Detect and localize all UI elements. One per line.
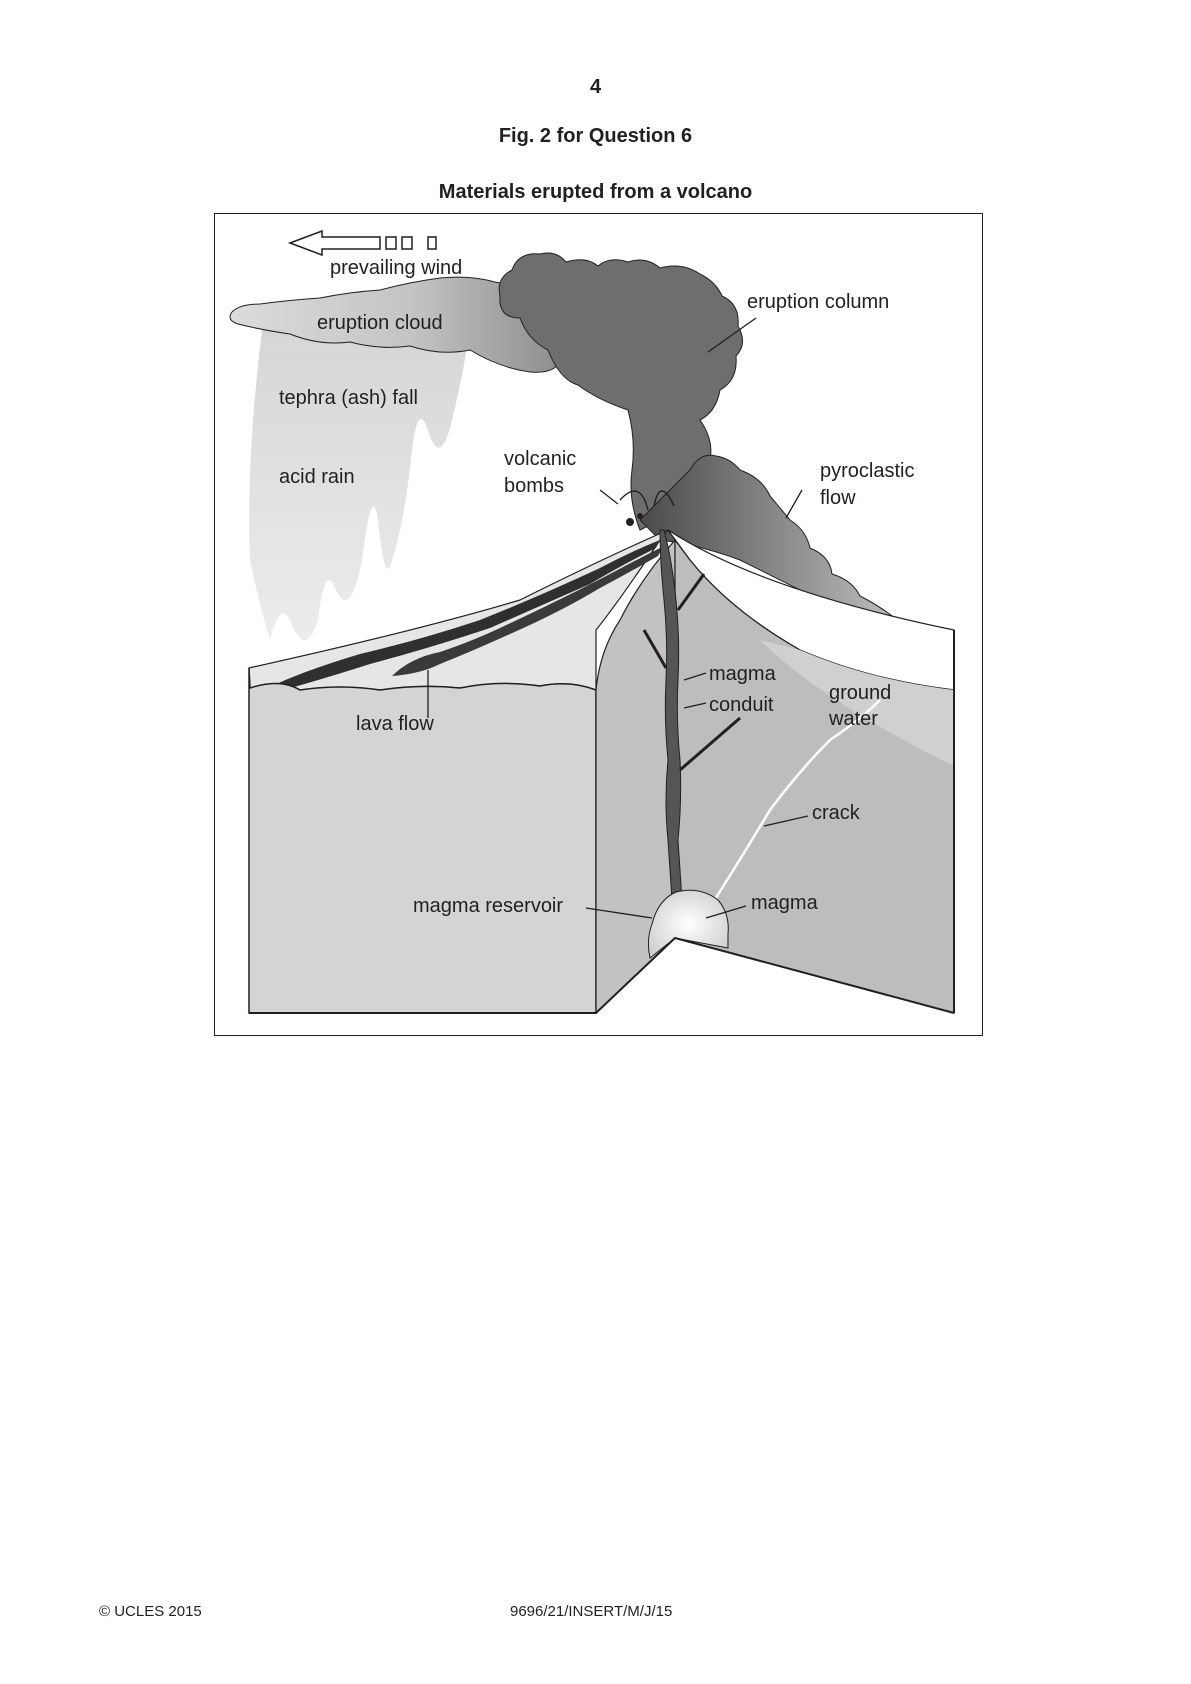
label-magma-conduit-top: magma: [709, 663, 776, 685]
label-lava-flow: lava flow: [356, 713, 434, 735]
page-number: 4: [589, 76, 602, 98]
label-crack: crack: [812, 802, 860, 824]
label-ground-water-line2: water: [829, 708, 878, 730]
label-pyroclastic-flow-line1: pyroclastic: [820, 460, 915, 482]
wind-square-1: [386, 237, 396, 249]
label-acid-rain: acid rain: [279, 466, 355, 488]
label-eruption-cloud: eruption cloud: [317, 312, 443, 334]
footer-document-code: 9696/21/INSERT/M/J/15: [510, 1603, 673, 1620]
label-magma-reservoir: magma reservoir: [413, 895, 564, 917]
label-volcanic-bombs-line2: bombs: [504, 475, 565, 497]
label-magma-reservoir-contents: magma: [751, 892, 818, 914]
label-eruption-column: eruption column: [747, 291, 890, 313]
wind-arrow: [290, 231, 380, 255]
label-pyroclastic-flow-line2: flow: [820, 487, 856, 509]
label-ground-water-line1: ground: [829, 682, 892, 704]
wind-square-3: [428, 237, 436, 249]
wind-square-2: [402, 237, 412, 249]
label-tephra-fall: tephra (ash) fall: [279, 387, 418, 409]
figure-title: Materials erupted from a volcano: [438, 181, 753, 203]
footer-copyright: © UCLES 2015: [99, 1603, 202, 1620]
label-prevailing-wind: prevailing wind: [330, 257, 463, 279]
label-conduit: conduit: [709, 694, 774, 716]
figure-caption: Fig. 2 for Question 6: [498, 125, 693, 147]
label-volcanic-bombs-line1: volcanic: [504, 448, 577, 470]
volcanic-bomb-2: [637, 513, 643, 519]
volcanic-bomb-1: [626, 518, 634, 526]
